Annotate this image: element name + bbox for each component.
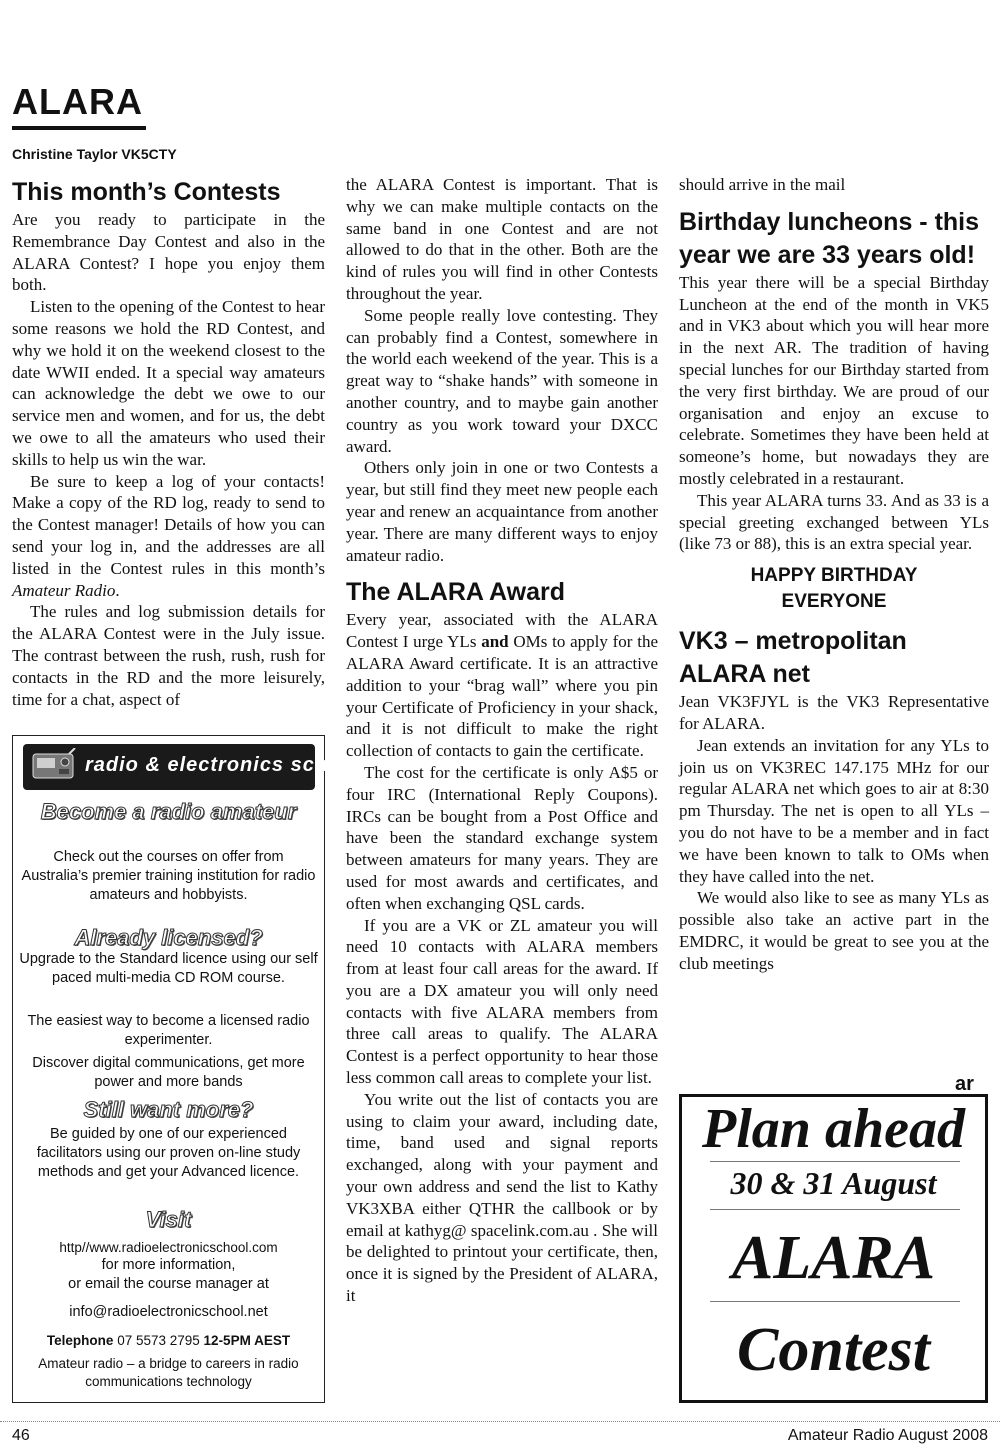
spacer [679,615,989,625]
school-url-link[interactable]: http//www.radioelectronicschool.com [59,1240,278,1255]
paragraph: Jean extends an invitation for any YLs to join us on VK3REC 147.175 MHz for our regular ALARA net which goes to air at 8:30 pm Thursday. The net is open to all YLs – you do not have to be a member and in fact we have been known to talk to OMs when they have called into the net. [679,735,989,886]
paragraph: Are you ready to participate in the Remembrance Day Contest and also in the ALARA Contest? I hope you enjoy them both. [12,210,325,295]
paragraph: the ALARA Contest is important. That is why we can make multiple contacts on the same band in one Contest and are not allowed to do that in the other. Both are the kind of rules you will find in other Contests throughout the year. [346,175,658,303]
paragraph-text: Every year, associated with the ALARA Contest I urge YLs [346,610,658,652]
footer-divider [0,1421,1000,1422]
page-number: 46 [12,1427,30,1444]
paragraph: You write out the list of contacts you are using to claim your award, including date, time, band used and signal reports exchanged, along with your payment and your own address and send the list to Kathy VK3XBA either QTHR the callbook or by email at kathyg@ spacelink.com.au . She will be delighted to printout your certificate, then, once it is signed by the President of ALARA, it [346,1089,658,1306]
column-3 [679,174,989,975]
author-byline: Christine Taylor VK5CTY [12,146,177,162]
ad-headline-more: Still want more? [83,1097,254,1122]
paragraph: Some people really love contesting. They can probably find a Contest, somewhere in the world each weekend of the year. This is a great way to “shake hands” with someone in another country, and to maybe gain another country as you work toward your DXCC award. [346,305,658,456]
section-title: ALARA [12,81,143,122]
contest-plan-ahead: Plan ahead [702,1098,965,1160]
column-2 [346,174,658,1307]
heading-birthday: Birthday luncheons - this year we are 33 years old! [679,207,980,269]
heading-vk3-net: VK3 – metropolitan ALARA net [679,627,907,689]
divider [710,1209,960,1210]
school-banner-text: radio & electronics school [85,754,362,776]
ad-text-easiest: The easiest way to become a licensed radio experimenter. [27,1013,310,1048]
divider [710,1301,960,1302]
ad-headline-licensed: Already licensed? [74,925,263,950]
contest-advert-box [679,1094,988,1403]
ad-headline-visit: Visit [145,1207,192,1232]
paragraph: This year there will be a special Birthday Luncheon at the end of the month in VK5 and in VK3 about which you will hear more in the next AR. The tradition of having special lunches for our Birthday started from the very first birthday. We are proud of our organisation and enjoy an excuse to celebrate. Sometimes they have been held at someone’s home, but nowadays they are mostly celebrated in a restaurant. [679,272,989,488]
greeting-line: HAPPY BIRTHDAY [750,565,918,587]
ad-headline-become: Become a radio amateur [40,799,297,824]
divider [710,1161,960,1162]
ad-text-info: for more information, [101,1257,236,1273]
paragraph [12,471,325,602]
school-advert [12,735,362,1403]
paragraph [346,609,658,762]
school-email-link[interactable]: info@radioelectronicschool.net [69,1304,268,1320]
ad-phone-line [19,1331,318,1350]
ad-text-digital: Discover digital communications, get more power and more bands [32,1055,305,1090]
paragraph: Jean VK3FJYL is the VK3 Representative for ALARA. [679,692,989,733]
bold-word: and [481,632,509,652]
paragraph: The cost for the certificate is only A$5 or four IRC (International Reply Coupons). IRCs can be bought from a Post Office and have been the standard exchange system between amateurs for many years. They are used for most awards and certificates, and often when exchanging QSL cards. [346,762,658,913]
ad-text-courses: Check out the courses on offer from Australia’s premier training institution for radio amateurs and hobbyists. [21,849,316,903]
paragraph: Listen to the opening of the Contest to hear some reasons we hold the RD Contest, and why we hold it on the weekend closest to the date WWII ended. It a special way amateurs can acknowledge the debt we owe to our service men and women, and for us, the debt we owe to all the amateurs who used their skills to help us win the war. [12,297,325,469]
ad-text-upgrade: Upgrade to the Standard licence using our self paced multi-media CD ROM course. [19,951,318,986]
heading-contests: This month’s Contests [12,178,281,206]
school-banner [23,744,362,790]
magazine-issue: Amateur Radio August 2008 [787,1427,988,1444]
paragraph: The rules and log submission details for the ALARA Contest were in the July issue. The contrast between the rush, rush, rush for contacts in the RD and the more leisurely, time for a chat, aspect of [12,602,325,709]
end-of-article-mark: ar [955,1073,974,1095]
paragraph-text: Be sure to keep a log of your contacts! Make a copy of the RD log, ready to send to the Contest manager! Details of how you can send your log in, and the addresses are all listed in the Contest rules in this month’s [12,471,325,578]
phone-label: Telephone [46,1333,114,1348]
magazine-title-italic: Amateur Radio [12,580,116,600]
ad-text-guided: Be guided by one of our experienced facilitators using our proven on-line study methods and get your Advanced licence. [36,1126,301,1180]
paragraph-text: . [115,580,120,600]
section-title-underline [12,126,146,130]
spacer [346,566,658,576]
paragraph: We would also like to see as many YLs as possible also take an active part in the EMDRC, it would be great to see you at the club meetings [679,888,989,973]
heading-alara-award: The ALARA Award [346,578,565,607]
handheld-radio-icon [29,748,79,782]
column-1 [12,176,325,710]
phone-number: 07 5573 2795 [117,1333,200,1348]
ad-tagline: Amateur radio – a bridge to careers in radio communications technology [38,1356,299,1389]
phone-hours: 12-5PM AEST [203,1333,291,1348]
paragraph: If you are a VK or ZL amateur you will need 10 contacts with ALARA members from at least four call areas for the award. If you are a DX amateur you will only need contacts with five ALARA members from three call areas to qualify. The ALARA Contest is a perfect opportunity to hear those less common call areas to complete your list. [346,915,658,1088]
spacer [679,196,989,206]
paragraph: Others only join in one or two Contests a year, but still find they meet new people each year and renew an acquaintance from another year. There are many different ways to enjoy amateur radio. [346,458,658,565]
contest-alara: ALARA [731,1224,936,1292]
paragraph-text: OMs to apply for the ALARA Award certificate. It is an attractive addition to your “brag wall” where you pin your Certificate of Proficiency in your shack, and it is not difficult to make the right collection of contacts to gain the certificate. [346,632,658,761]
greeting-line: EVERYONE [781,591,887,613]
birthday-greeting [679,563,989,615]
ad-text-email-intro: or email the course manager at [68,1276,269,1292]
contest-dates: 30 & 31 August [730,1165,937,1201]
contest-word: Contest [737,1316,930,1384]
paragraph: should arrive in the mail [679,175,846,194]
paragraph: This year ALARA turns 33. And as 33 is a special greeting exchanged between YLs (like 73 or 88), this is an extra special year. [679,490,989,554]
